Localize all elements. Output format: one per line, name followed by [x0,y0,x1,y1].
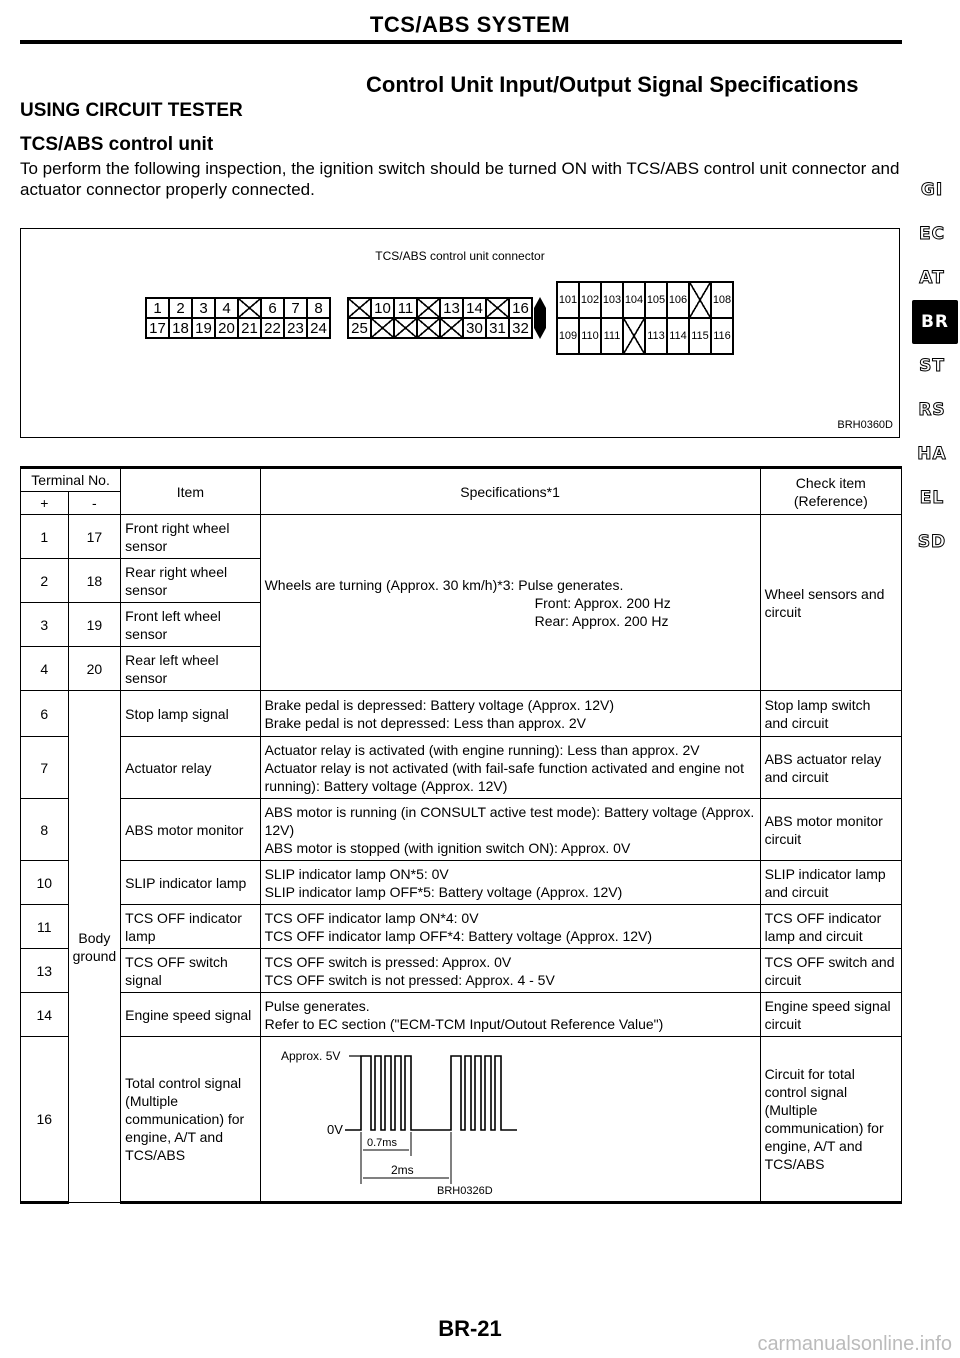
subsection-heading: TCS/ABS control unit [20,134,214,155]
connector-pin: 1 [146,298,169,318]
connector-pin: 101 [557,282,579,318]
table-row: 13 TCS OFF switch signal TCS OFF switch is pressed: Approx. 0V TCS OFF switch is not pressed: Approx. 4 - 5V TCS OFF switch and circuit [21,949,902,993]
table-row: 10 SLIP indicator lamp SLIP indicator lamp ON*5: 0V SLIP indicator lamp OFF*5: Battery voltage (Approx. 12V) SLIP indicator lamp and circuit [21,861,902,905]
section-tab-at[interactable]: AT [919,268,945,288]
spec-table [20,466,902,1204]
wheel-spec-cell: Wheels are turning (Approx. 30 km/h)*3: Pulse generates. Front: Approx. 200 Hz Rear: Approx. 200 Hz [260,515,760,691]
table-row: 14 Engine speed signal Pulse generates. Refer to EC section ("ECM-TCM Input/Outout Reference Value") Engine speed signal circuit [21,993,902,1037]
connector-pin: 24 [307,318,330,338]
watermark: carmanualsonline.info [757,1333,952,1355]
table-row: 7 Actuator relay Actuator relay is activated (with engine running): Less than approx. 2V Actuator relay is not activated (with fail-safe function activated and engine not running): Battery voltage (Approx. 12V) ABS actuator relay and circuit [21,737,902,799]
section-tab-rs[interactable]: RS [918,400,946,420]
connector-pin: 32 [509,318,532,338]
unused-pin [417,298,440,318]
connector-caption: TCS/ABS control unit connector [375,249,545,263]
section-tab-st[interactable]: ST [919,356,945,376]
connector-pin: 105 [645,282,667,318]
unused-pin [417,318,440,338]
unused-pin [394,318,417,338]
connector-pin: 114 [667,318,689,354]
table-row: 4 20 Rear left wheel sensor [21,647,902,691]
unused-pin [348,298,371,318]
connector-pin: 31 [486,318,509,338]
table-row: 6 Body ground Stop lamp signal Brake pedal is depressed: Battery voltage (Approx. 12V) Brake pedal is not depressed: Less than approx. 2V Stop lamp switch and circuit [21,691,902,737]
connector-pin: 7 [284,298,307,318]
minus-header: - [68,492,121,515]
section-tabs [910,168,954,564]
connector-pin: 19 [192,318,215,338]
section-tab-ha[interactable]: HA [917,444,947,464]
connector-pin: 113 [645,318,667,354]
waveform-short-interval: 0.7ms [366,1137,397,1149]
connector-pin: 25 [348,318,371,338]
unused-pin [440,318,463,338]
section-tab-sd[interactable]: SD [917,532,947,552]
header-rule [20,40,902,44]
connector-pin: 16 [509,298,532,318]
waveform-code: BRH0326D [436,1185,493,1197]
table-row: 11 TCS OFF indicator lamp TCS OFF indicator lamp ON*4: 0V TCS OFF indicator lamp OFF*4: Battery voltage (Approx. 12V) TCS OFF indicator lamp and circuit [21,905,902,949]
connector-pin: 23 [284,318,307,338]
page-title: Control Unit Input/Output Signal Specifications [366,72,859,97]
table-row: 1 17 Front right wheel sensor Wheels are turning (Approx. 30 km/h)*3: Pulse generates. Front: Approx. 200 Hz Rear: Approx. 200 Hz Wheel sensors and circuit [21,515,902,559]
intro-paragraph: To perform the following inspection, the ignition switch should be turned ON with TCS/ABS control unit connector and actuator connector properly connected. [20,159,900,199]
wheel-check-cell: Wheel sensors and circuit [760,515,901,691]
waveform-high-label: Approx. 5V [280,1049,340,1063]
connector-pin: 106 [667,282,689,318]
body-ground-cell: Body ground [68,691,121,1203]
header-title: TCS/ABS SYSTEM [369,12,571,37]
connector-pin: 6 [261,298,284,318]
connector-pin: 103 [601,282,623,318]
unused-pin [486,298,509,318]
terminal-no-header: Terminal No. [21,468,121,492]
connector-pin: 14 [463,298,486,318]
check-header: Check item (Reference) [760,468,901,515]
waveform-long-interval: 2ms [390,1163,414,1177]
connector-pin: 30 [463,318,486,338]
connector-pin: 3 [192,298,215,318]
connector-pin: 21 [238,318,261,338]
connector-pin: 102 [579,282,601,318]
connector-pin: 18 [169,318,192,338]
unused-pin [623,318,645,354]
connector-pin: 20 [215,318,238,338]
section-tab-gi[interactable]: GI [920,180,944,200]
connector-pin: 22 [261,318,284,338]
connector-pin: 8 [307,298,330,318]
connector-group-1 [145,297,331,339]
connector-pin: 17 [146,318,169,338]
connector-group-3 [556,281,734,355]
spec-header: Specifications*1 [260,468,760,515]
connector-figure [20,228,900,438]
table-row: 16 Total control signal (Multiple communication) for engine, A/T and TCS/ABS Approx. 5V 0V 0.7ms 2ms BRH0326D Circuit for total control signal (Multiple communication) for engine, A/T and TCS/ABS [21,1037,902,1203]
connector-pin: 10 [371,298,394,318]
plus-header: + [21,492,69,515]
figure-code: BRH0360D [837,419,893,431]
section-tab-br[interactable]: BR [912,300,958,344]
connector-pin: 108 [711,282,733,318]
connector-pin: 116 [711,318,733,354]
section-heading: USING CIRCUIT TESTER [20,100,243,121]
section-tab-el[interactable]: EL [919,488,945,508]
waveform-low-label: 0V [326,1122,343,1137]
item-header: Item [121,468,260,515]
connector-group-2 [347,297,533,339]
connector-latch-icon [533,295,547,341]
connector-pin: 4 [215,298,238,318]
connector-pin: 11 [394,298,417,318]
unused-pin [689,282,711,318]
connector-pin: 111 [601,318,623,354]
table-row: 8 ABS motor monitor ABS motor is running (in CONSULT active test mode): Battery voltage (Approx. 12V) ABS motor is stopped (with ignition switch ON): Approx. 0V ABS motor monitor circuit [21,799,902,861]
connector-pin: 110 [579,318,601,354]
connector-pin: 13 [440,298,463,318]
unused-pin [238,298,261,318]
connector-pin: 104 [623,282,645,318]
waveform-diagram [261,1038,759,1200]
section-tab-ec[interactable]: EC [918,224,946,244]
table-row: 3 19 Front left wheel sensor [21,603,902,647]
waveform-trace [345,1056,517,1130]
waveform-cell [260,1037,760,1203]
connector-pin: 109 [557,318,579,354]
page-number: BR-21 [438,1316,502,1341]
table-row: 2 18 Rear right wheel sensor [21,559,902,603]
connector-pin: 115 [689,318,711,354]
connector-pin: 2 [169,298,192,318]
unused-pin [371,318,394,338]
